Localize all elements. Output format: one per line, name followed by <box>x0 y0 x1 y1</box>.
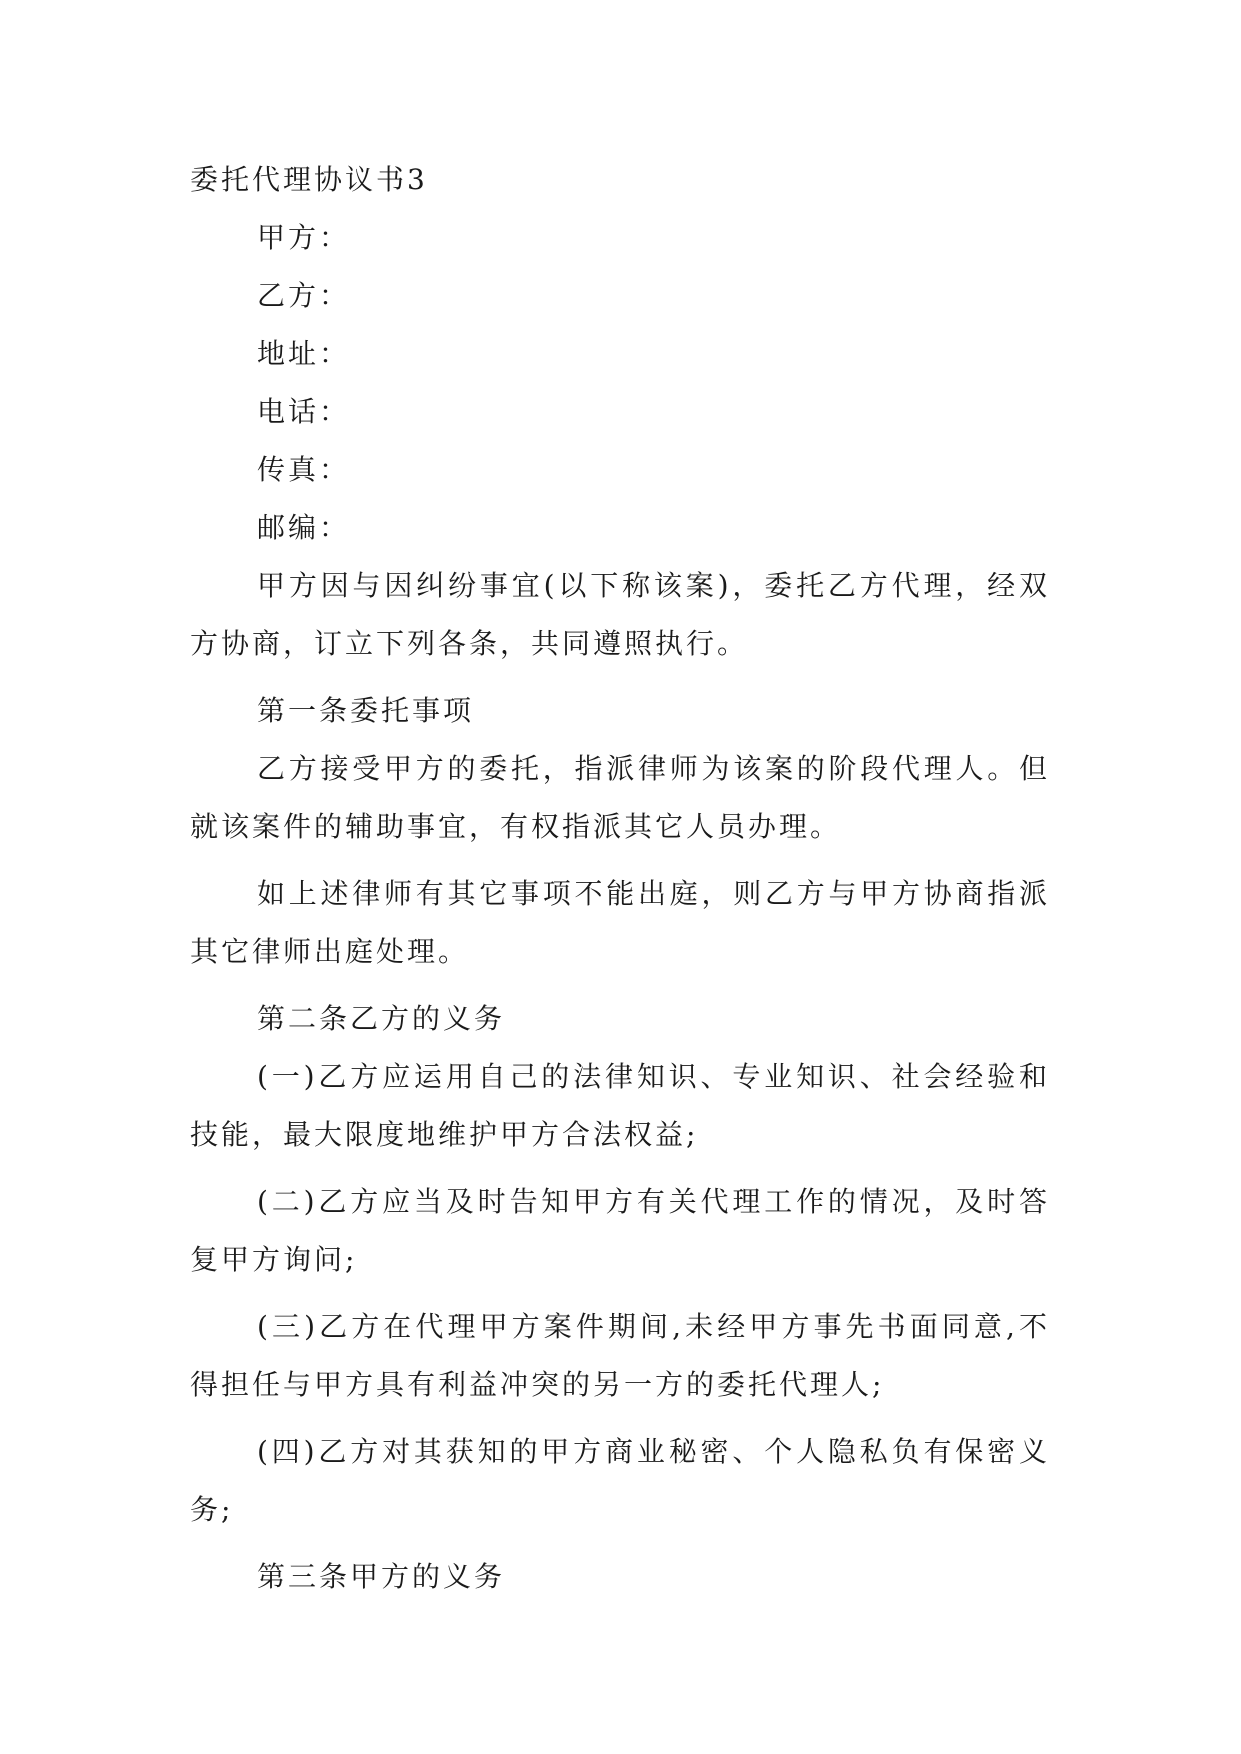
field-party-b: 乙方： <box>257 279 351 312</box>
field-fax: 传真： <box>257 453 351 486</box>
paragraph-article-1-b: 如上述律师有其它事项不能出庭，则乙方与甲方协商指派其它律师出庭处理。 <box>190 877 1050 968</box>
paragraph-article-2-item-3: (三)乙方在代理甲方案件期间,未经甲方事先书面同意,不得担任与甲方具有利益冲突的另一方的委托代理人; <box>190 1310 1050 1401</box>
field-party-a: 甲方： <box>257 221 351 254</box>
field-address: 地址： <box>257 337 351 370</box>
field-postcode: 邮编： <box>257 511 351 544</box>
article-3-heading: 第三条甲方的义务 <box>257 1560 506 1593</box>
field-phone: 电话： <box>257 395 351 428</box>
paragraph-article-2-item-1: (一)乙方应运用自己的法律知识、专业知识、社会经验和技能，最大限度地维护甲方合法权益; <box>190 1060 1050 1151</box>
document-title: 委托代理协议书3 <box>190 163 428 196</box>
article-2-heading: 第二条乙方的义务 <box>257 1002 506 1035</box>
paragraph-article-1-a: 乙方接受甲方的委托，指派律师为该案的阶段代理人。但就该案件的辅助事宜，有权指派其它人员办理。 <box>190 752 1050 843</box>
article-1-heading: 第一条委托事项 <box>257 694 475 727</box>
paragraph-article-2-item-2: (二)乙方应当及时告知甲方有关代理工作的情况，及时答复甲方询问; <box>190 1185 1050 1276</box>
paragraph-preamble: 甲方因与因纠纷事宜(以下称该案)，委托乙方代理，经双方协商，订立下列各条，共同遵照执行。 <box>190 569 1050 660</box>
document-body <box>190 160 1050 1615</box>
paragraph-article-2-item-4: (四)乙方对其获知的甲方商业秘密、个人隐私负有保密义务; <box>190 1435 1050 1526</box>
